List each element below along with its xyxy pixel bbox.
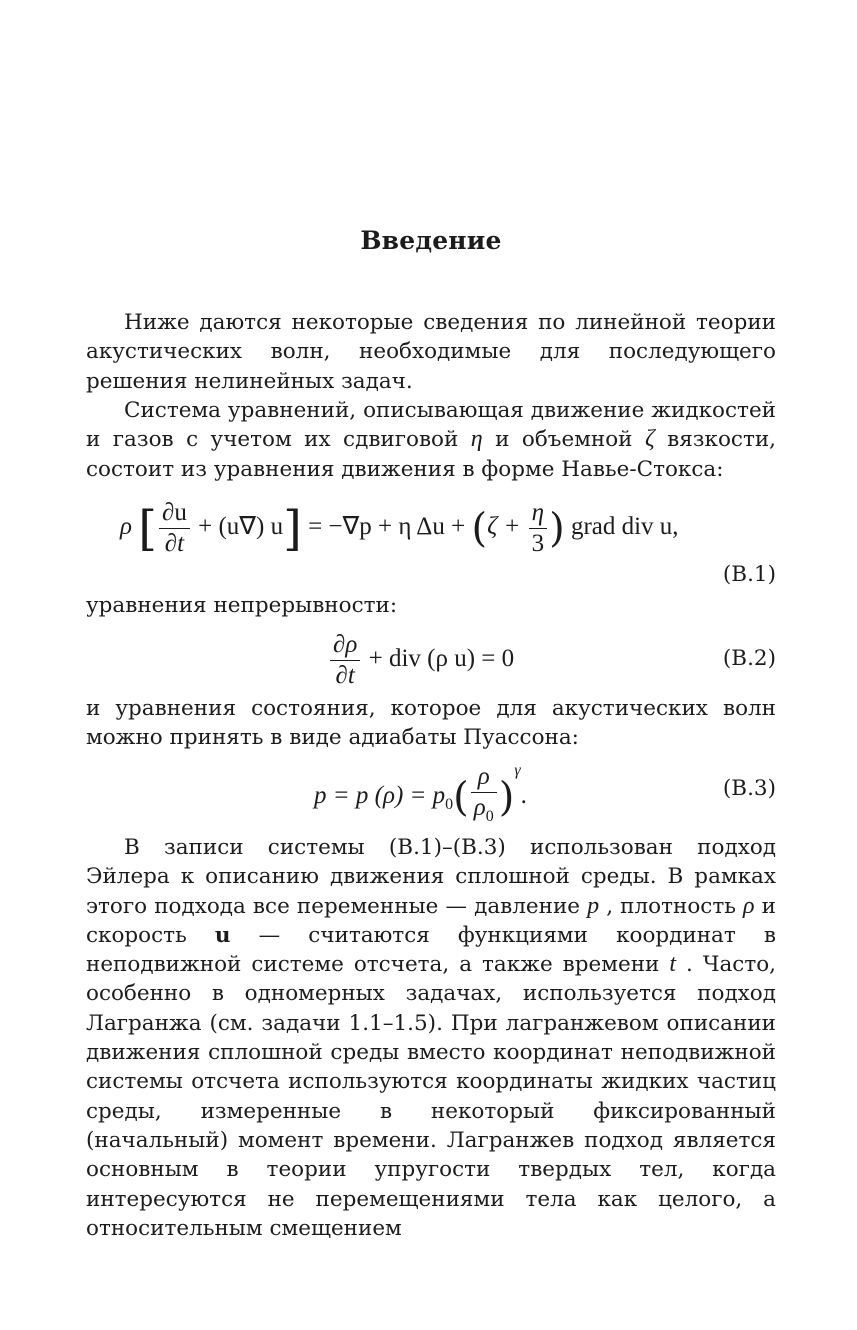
paragraph-intro: Ниже даются некоторые сведения по линейной теории акустических волн, необходимые для последующего решения нелинейных задач. <box>86 310 776 394</box>
text-continuity: уравнения непрерывности: <box>86 593 398 618</box>
fraction-eta-3: $\frac{\eta}{3}$ <box>529 498 548 559</box>
paragraph-euler-lagrange: В записи системы (B.1)–(B.3) использован подход Эйлера к описанию движения сплошной среды. В рамках этого подхода все переменные — давление p , плотность ρ и скорость u — считаются функциями координат в неподвижной системе отсчета, а также времени t . Часто, особенно в одномерных задачах, используется подход Лагранжа (см. задачи 1.1–1.5). При лагранжевом описании движения сплошной среды вместо координат неподвижной системы отсчета используются координаты жидких частиц среды, измеренные в некоторый фиксированный (начальный) момент времени. Лагранжев подход является основным в теории упругости твердых тел, когда интересуются не перемещениями тела как целого, а относительным смещением <box>86 835 777 1241</box>
section-title: Введение <box>360 226 502 255</box>
equation-navier-stokes: ρ [ $\frac{\partial u}{\partial t}$ + (u∇) u] = −∇p + η Δu + (ζ + $\frac{\eta}{3}$ ) grad div u, (B.1) <box>120 499 776 587</box>
equation-number-b1: (B.1) <box>722 562 776 587</box>
equation-continuity: $\frac{\partial\rho}{\partial t}$ + div (ρ u) = 0 (B.2) <box>86 630 776 694</box>
fraction-du-dt: $\frac{\partial u}{\partial t}$ <box>159 498 190 559</box>
paragraph-system: Система уравнений, описывающая движение жидкостей и газов с учетом их сдвиговой η и объемной ζ вязкости, состоит из уравнения движения в форме Навье-Стокса: <box>86 398 777 482</box>
equation-number-b3: (B.3) <box>722 776 776 801</box>
equation-poisson-adiabat: p = p $(\rho) = p_0$( $\frac{\rho}{\rho_0}$ )$^\gamma$. (B.3) <box>314 762 776 826</box>
paragraph-state: и уравнения состояния, которое для акустических волн можно принять в виде адиабаты Пуассона: <box>86 696 776 751</box>
equation-number-b2: (B.2) <box>722 646 776 671</box>
